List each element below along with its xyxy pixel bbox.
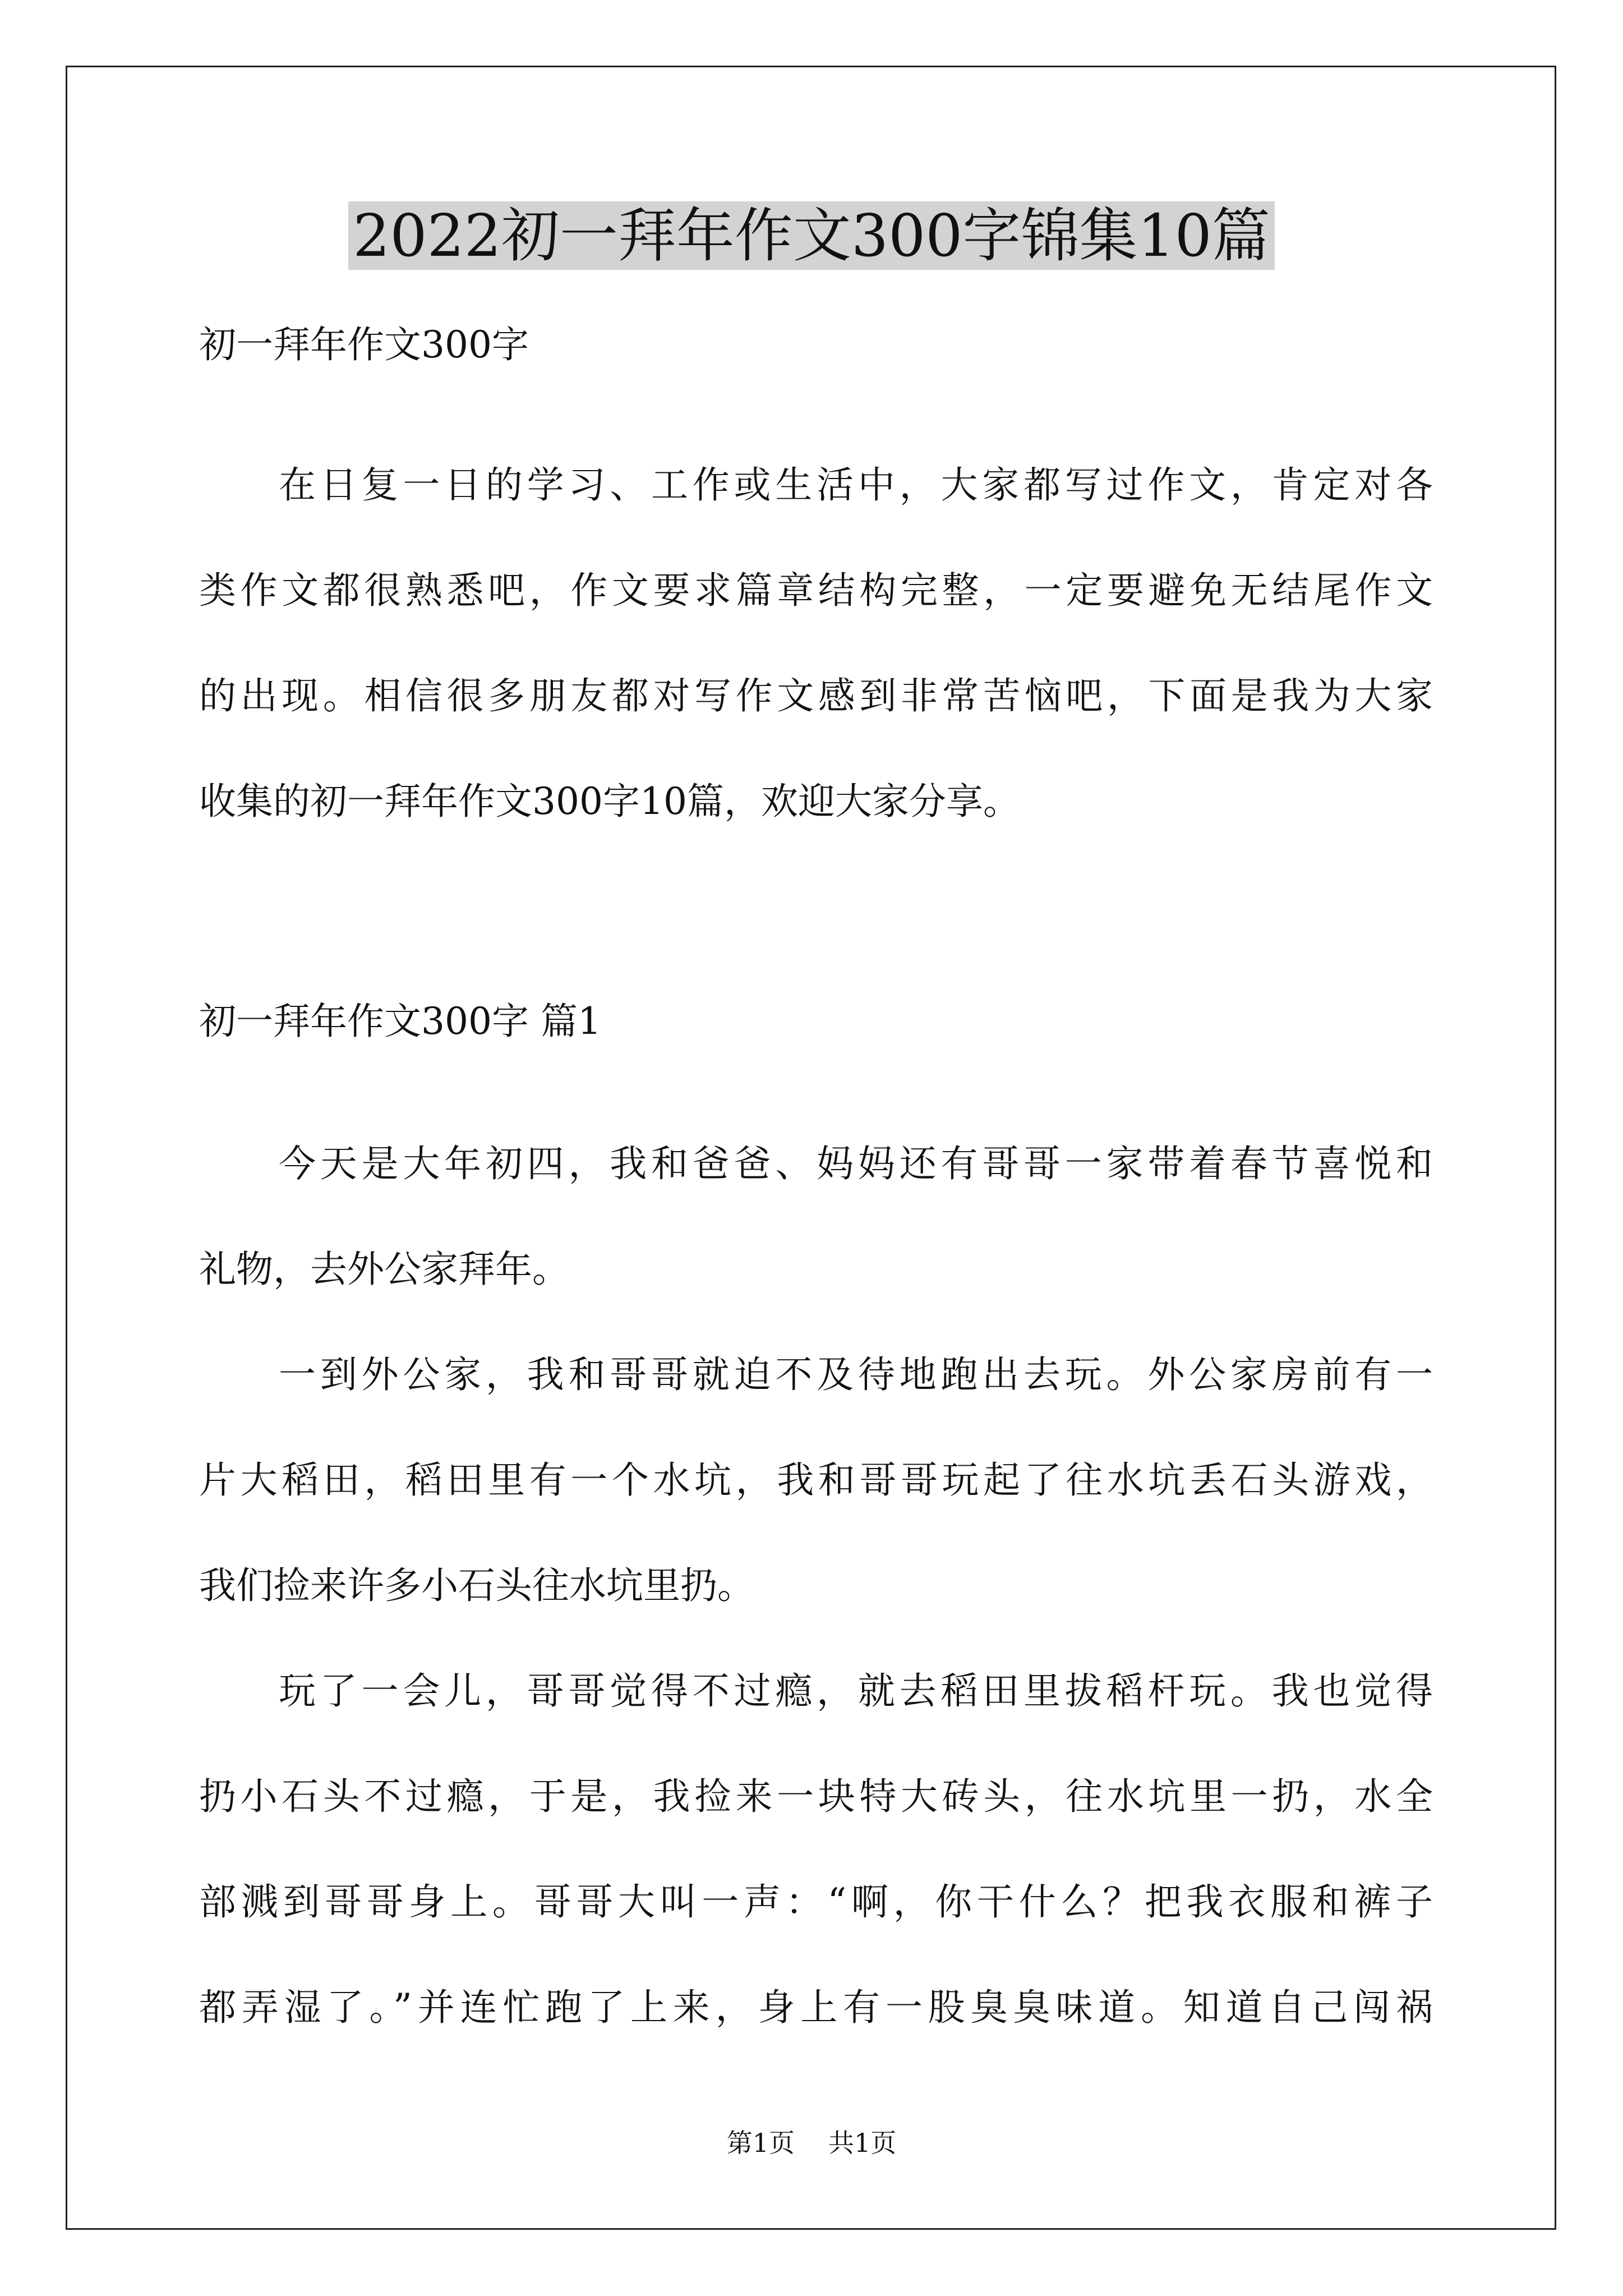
intro-paragraph-line: 的出现。相信很多朋友都对写作文感到非常苦恼吧，下面是我为大家 bbox=[199, 674, 1433, 717]
document-title-text: 2022初一拜年作文300字锦集10篇 bbox=[348, 201, 1275, 270]
section-heading: 初一拜年作文300字 篇1 bbox=[199, 1000, 601, 1043]
document-title bbox=[0, 194, 1623, 278]
body-paragraph-line: 我们捡来许多小石头往水坑里扔。 bbox=[199, 1564, 754, 1607]
intro-paragraph-line: 在日复一日的学习、工作或生活中，大家都写过作文，肯定对各 bbox=[279, 463, 1433, 507]
intro-paragraph-line: 收集的初一拜年作文300字10篇，欢迎大家分享。 bbox=[199, 780, 1020, 823]
body-paragraph-line: 扔小石头不过瘾，于是，我捡来一块特大砖头，往水坑里一扔，水全 bbox=[199, 1775, 1433, 1818]
body-paragraph-line: 今天是大年初四，我和爸爸、妈妈还有哥哥一家带着春节喜悦和 bbox=[279, 1142, 1433, 1185]
body-paragraph-line: 都弄湿了。”并连忙跑了上来，身上有一股臭臭味道。知道自己闯祸 bbox=[199, 1986, 1433, 2029]
body-paragraph-line: 礼物，去外公家拜年。 bbox=[199, 1248, 569, 1291]
page-total: 共1页 bbox=[828, 2128, 897, 2158]
body-paragraph-line: 玩了一会儿，哥哥觉得不过瘾，就去稻田里拔稻杆玩。我也觉得 bbox=[279, 1669, 1433, 1713]
body-paragraph-line: 片大稻田，稻田里有一个水坑，我和哥哥玩起了往水坑丢石头游戏， bbox=[199, 1458, 1433, 1502]
intro-heading: 初一拜年作文300字 bbox=[199, 323, 529, 366]
body-paragraph-line: 一到外公家，我和哥哥就迫不及待地跑出去玩。外公家房前有一 bbox=[279, 1353, 1433, 1396]
page-footer bbox=[0, 2126, 1623, 2160]
body-paragraph-line: 部溅到哥哥身上。哥哥大叫一声：“啊，你干什么？把我衣服和裤子 bbox=[199, 1880, 1433, 1924]
page-number: 第1页 bbox=[726, 2128, 795, 2158]
intro-paragraph-line: 类作文都很熟悉吧，作文要求篇章结构完整，一定要避免无结尾作文 bbox=[199, 569, 1433, 612]
